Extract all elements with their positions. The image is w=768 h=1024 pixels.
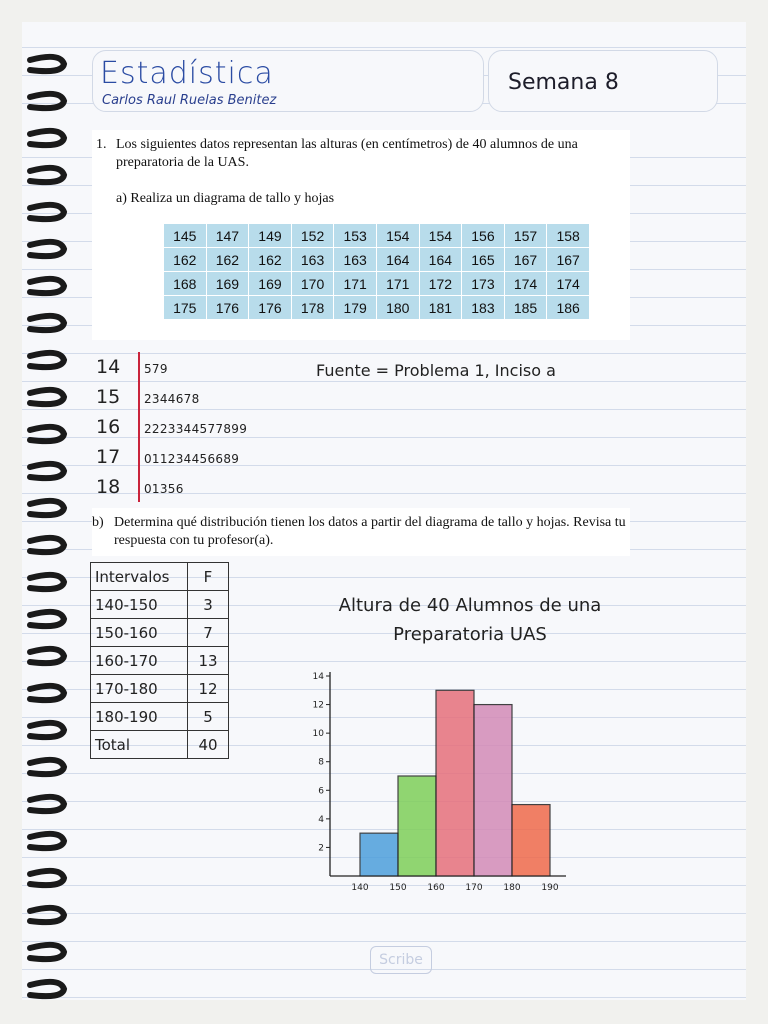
data-table-cell: 186 — [547, 296, 590, 320]
y-tick-label: 4 — [318, 814, 324, 825]
stem-leaf-divider — [138, 352, 140, 502]
spiral-ring — [30, 908, 64, 922]
spiral-ring — [30, 279, 64, 293]
spiral-ring — [30, 649, 64, 663]
data-table-cell: 181 — [419, 296, 462, 320]
data-table-cell: 176 — [206, 296, 249, 320]
y-tick-label: 10 — [312, 729, 324, 740]
chart-title-line1: Altura de 40 Alumnos de una — [338, 595, 602, 616]
spiral-binding — [0, 0, 80, 1024]
frequency-cell: 3 — [188, 591, 229, 619]
data-table-cell: 163 — [291, 248, 334, 272]
data-table-cell: 171 — [334, 272, 377, 296]
interval-cell: 160-170 — [91, 647, 188, 675]
data-table-cell: 180 — [376, 296, 419, 320]
data-table-cell: 183 — [462, 296, 505, 320]
frequency-row — [91, 647, 229, 675]
data-table-cell: 172 — [419, 272, 462, 296]
histogram-bar — [474, 705, 512, 876]
question-b — [92, 514, 632, 550]
data-table-cell: 164 — [419, 248, 462, 272]
interval-cell: 150-160 — [91, 619, 188, 647]
part-a-instruction: a) Realiza un diagrama de tallo y hojas — [116, 191, 335, 206]
spiral-ring — [30, 94, 64, 108]
data-table-cell: 170 — [291, 272, 334, 296]
frequency-header-row — [91, 563, 229, 591]
histogram-bar — [360, 833, 398, 876]
x-tick-label: 190 — [541, 883, 559, 893]
question-b-text: Determina qué distribución tienen los datos a partir del diagrama de tallo y hojas. Revisa tu respuesta con tu profesor(a). — [114, 515, 626, 548]
data-table-cell: 157 — [504, 224, 547, 248]
frequency-row — [91, 703, 229, 731]
spiral-ring — [30, 834, 64, 848]
interval-cell: 170-180 — [91, 675, 188, 703]
question-b-label: b) — [92, 515, 104, 530]
stem-value: 14 — [96, 356, 121, 378]
leaf-values: 01356 — [144, 482, 184, 496]
data-table-cell: 167 — [547, 248, 590, 272]
data-table-cell: 185 — [504, 296, 547, 320]
source-note: Fuente = Problema 1, Inciso a — [316, 361, 556, 380]
data-table-cell: 165 — [462, 248, 505, 272]
data-table-cell: 162 — [249, 248, 292, 272]
data-table-cell: 156 — [462, 224, 505, 248]
spiral-ring — [30, 871, 64, 885]
spiral-ring — [30, 538, 64, 552]
frequency-cell: 7 — [188, 619, 229, 647]
y-tick-label: 8 — [318, 757, 324, 768]
spiral-ring — [30, 612, 64, 626]
data-table-cell: 168 — [164, 272, 206, 296]
histogram-bar — [398, 776, 436, 876]
data-table-cell: 147 — [206, 224, 249, 248]
frequency-cell: 40 — [188, 731, 229, 759]
chart-title-line2: Preparatoria UAS — [393, 624, 547, 645]
interval-cell: Total — [91, 731, 188, 759]
x-tick-label: 140 — [351, 883, 369, 893]
x-tick-label: 180 — [503, 883, 521, 893]
stem-value: 16 — [96, 416, 121, 438]
frequency-cell: 13 — [188, 647, 229, 675]
data-table-row — [164, 248, 589, 272]
data-table-cell: 162 — [164, 248, 206, 272]
x-tick-label: 170 — [465, 883, 483, 893]
leaf-values: 2344678 — [144, 392, 200, 406]
leaf-values: 011234456689 — [144, 452, 240, 466]
spiral-ring — [30, 760, 64, 774]
stem-value: 15 — [96, 386, 121, 408]
data-table-cell: 162 — [206, 248, 249, 272]
interval-cell: 140-150 — [91, 591, 188, 619]
histogram-bar — [512, 805, 550, 876]
spiral-ring — [30, 464, 64, 478]
data-table-cell: 176 — [249, 296, 292, 320]
spiral-ring — [30, 575, 64, 589]
data-table-cell: 167 — [504, 248, 547, 272]
histogram-chart — [290, 660, 610, 900]
week-label: Semana 8 — [508, 70, 619, 95]
y-tick-label: 14 — [312, 672, 324, 682]
spiral-ring — [30, 353, 64, 367]
y-tick-label: 2 — [318, 843, 324, 854]
x-tick-label: 150 — [389, 883, 407, 893]
frequency-cell: 5 — [188, 703, 229, 731]
spiral-ring — [30, 427, 64, 441]
spiral-ring — [30, 390, 64, 404]
leaf-values: 579 — [144, 362, 168, 376]
data-table-row — [164, 272, 589, 296]
data-table-cell: 169 — [206, 272, 249, 296]
interval-cell: Intervalos — [91, 563, 188, 591]
spiral-ring — [30, 205, 64, 219]
data-table-cell: 158 — [547, 224, 590, 248]
question-text: Los siguientes datos representan las alturas (en centímetros) de 40 alumnos de una preparatoria de la UAS. — [116, 137, 578, 170]
data-table-cell: 175 — [164, 296, 206, 320]
question-number: 1. — [96, 137, 107, 152]
data-table-cell: 163 — [334, 248, 377, 272]
student-name: Carlos Raul Ruelas Benitez — [102, 93, 277, 108]
question-1 — [96, 136, 626, 172]
data-table-cell: 174 — [504, 272, 547, 296]
spiral-ring — [30, 242, 64, 256]
spiral-ring — [30, 982, 64, 996]
frequency-total-row — [91, 731, 229, 759]
interval-cell: 180-190 — [91, 703, 188, 731]
data-table-cell: 153 — [334, 224, 377, 248]
heights-data-table — [164, 224, 590, 320]
spiral-ring — [30, 168, 64, 182]
y-tick-label: 6 — [318, 786, 324, 797]
data-table-cell: 179 — [334, 296, 377, 320]
spiral-ring — [30, 797, 64, 811]
data-table-row — [164, 224, 589, 248]
y-tick-label: 12 — [312, 700, 324, 711]
data-table-cell: 171 — [376, 272, 419, 296]
data-table-cell: 174 — [547, 272, 590, 296]
data-table-cell: 154 — [376, 224, 419, 248]
subject-title: Estadística — [100, 56, 274, 91]
frequency-cell: F — [188, 563, 229, 591]
spiral-ring — [30, 316, 64, 330]
spiral-ring — [30, 57, 64, 71]
data-table-cell: 169 — [249, 272, 292, 296]
data-table-cell: 164 — [376, 248, 419, 272]
spiral-ring — [30, 723, 64, 737]
data-table-cell: 154 — [419, 224, 462, 248]
histogram-bar — [436, 690, 474, 876]
spiral-ring — [30, 686, 64, 700]
frequency-table — [90, 562, 229, 759]
leaf-values: 2223344577899 — [144, 422, 248, 436]
frequency-row — [91, 619, 229, 647]
data-table-cell: 149 — [249, 224, 292, 248]
data-table-cell: 152 — [291, 224, 334, 248]
data-table-cell: 173 — [462, 272, 505, 296]
scribe-logo: Scribe — [370, 946, 432, 974]
data-table-cell: 178 — [291, 296, 334, 320]
data-table-cell: 145 — [164, 224, 206, 248]
spiral-ring — [30, 945, 64, 959]
x-tick-label: 160 — [427, 883, 445, 893]
spiral-ring — [30, 131, 64, 145]
frequency-row — [91, 675, 229, 703]
spiral-ring — [30, 501, 64, 515]
stem-value: 18 — [96, 476, 121, 498]
data-table-row — [164, 296, 589, 320]
frequency-row — [91, 591, 229, 619]
stem-value: 17 — [96, 446, 121, 468]
frequency-cell: 12 — [188, 675, 229, 703]
